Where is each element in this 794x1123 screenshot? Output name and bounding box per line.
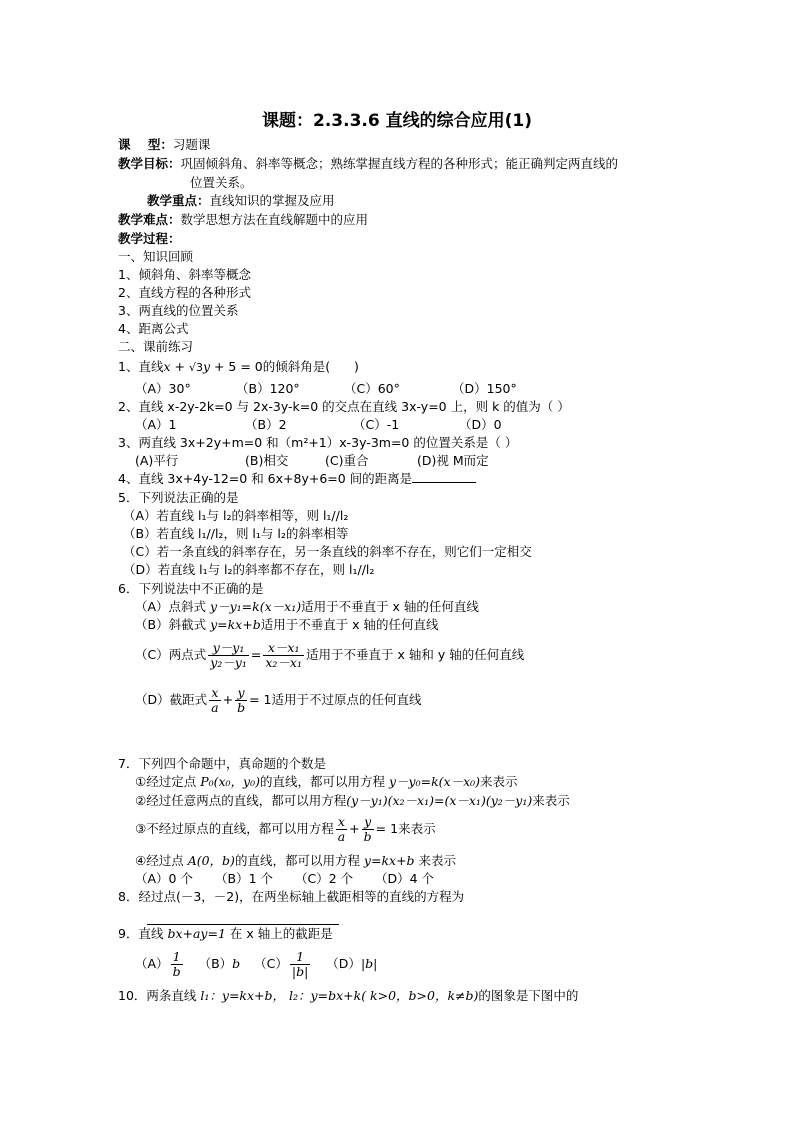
q6-c-fraction-y: [208, 641, 249, 670]
q1-prefix: 1、直线: [118, 359, 164, 374]
q6-c-fraction-x: [263, 641, 304, 670]
question-8: 8．经过点(－3，－2)，在两坐标轴上截距相等的直线的方程为: [118, 889, 465, 904]
q7-option-c: （C）2 个: [295, 871, 354, 886]
q7-option-d: （D）4 个: [375, 871, 435, 886]
q3-options: [135, 452, 489, 470]
teaching-goal-continued: 位置关系。: [190, 175, 253, 190]
q1-suffix: 的倾斜角是( ): [262, 359, 359, 374]
q9-suffix: 在 x 轴上的截距是: [225, 926, 333, 941]
teaching-goal-row: [118, 155, 618, 173]
q7-i4-suffix: 来表示: [414, 853, 457, 868]
q9-option-a-fraction: [171, 950, 183, 979]
q6-b-text: 适用于不垂直于 x 轴的任何直线: [260, 617, 439, 632]
q7-i1-equation: y－y₀=k(x－x₀): [388, 774, 481, 789]
q7-options: [135, 870, 434, 888]
q6-d-numerator-x: x: [209, 686, 220, 701]
q9-c-numerator: 1: [290, 950, 310, 965]
q4-answer-blank[interactable]: [412, 470, 476, 483]
question-9: [118, 925, 333, 943]
teaching-difficulty-label: 教学难点：: [118, 212, 181, 227]
teaching-difficulty-value: 数学思想方法在直线解题中的应用: [180, 212, 369, 227]
q7-item-2: [135, 792, 570, 810]
q5-option-c: （C）若一条直线的斜率存在，另一条直线的斜率不存在，则它们一定相交: [123, 544, 532, 559]
q6-c-denominator-x: x₂－x₁: [265, 655, 302, 670]
q6-c-label: （C）两点式: [135, 647, 207, 662]
q7-i4-point: A(0，b): [187, 853, 235, 868]
q7-item-4: [135, 852, 456, 870]
q7-i4-prefix: ④经过点: [135, 853, 188, 868]
q7-i2-suffix: 来表示: [532, 793, 570, 808]
lesson-type-row: [118, 136, 210, 154]
question-1: [118, 358, 359, 376]
q1-option-a: （A）30°: [135, 381, 191, 396]
q7-i3-plus: +: [349, 821, 360, 836]
q7-i1-suffix: 来表示: [480, 774, 518, 789]
practice-heading: 二、课前练习: [118, 339, 194, 354]
q4-text: 4、直线 3x+4y-12=0 和 6x+8y+6=0 间的距离是: [118, 471, 413, 486]
q1-option-d: （D）150°: [452, 381, 517, 396]
q9-options: [135, 945, 377, 983]
q7-i3-numerator-y: y: [362, 815, 374, 830]
q5-option-a: （A）若直线 l₁与 l₂的斜率相等，则 l₁//l₂: [123, 508, 349, 523]
question-3: 3、两直线 3x+2y+m=0 和（m²+1）x-3y-3m=0 的位置关系是（ ）: [118, 435, 518, 450]
q7-i2-prefix: ②经过任意两点的直线，都可以用方程: [135, 793, 347, 808]
q2-option-b: （B）2: [245, 417, 287, 432]
teaching-process-label: [118, 230, 181, 248]
q6-a-equation: y－y₁=k(x－x₁): [210, 599, 302, 614]
q3-option-a: (A)平行: [135, 453, 179, 468]
review-heading: 一、知识回顾: [118, 249, 194, 264]
q2-options: [135, 416, 502, 434]
teaching-difficulty-row: [118, 211, 368, 229]
q2-option-d: （D）0: [459, 417, 502, 432]
q6-d-label: （D）截距式: [135, 692, 208, 707]
q9-equation: bx+ay=1: [167, 926, 226, 941]
q7-i1-middle: 的直线，都可以用方程: [260, 774, 389, 789]
q6-d-denominator-b: b: [237, 700, 246, 715]
q5-option-d: （D）若直线 l₁与 l₂的斜率都不存在，则 l₁//l₂: [123, 562, 375, 577]
q1-option-c: （C）60°: [344, 381, 400, 396]
page-title: 课题：2.3.3.6 直线的综合应用(1): [262, 111, 532, 131]
q9-a-numerator: 1: [171, 950, 183, 965]
q9-option-a-label: （A）: [135, 956, 169, 971]
q9-option-b-label: （B）: [198, 956, 233, 971]
q1-options: [135, 380, 517, 398]
q3-option-c: (C)重合: [325, 453, 369, 468]
q1-eq-x: x: [163, 359, 171, 374]
q6-d-fraction-x: [209, 686, 220, 715]
q7-i4-middle: 的直线，都可以用方程: [234, 853, 364, 868]
q7-i1-point: P₀(x₀，y₀): [200, 774, 260, 789]
q7-item-3: [135, 810, 436, 848]
q7-item-1: [135, 773, 518, 791]
q6-option-a: [135, 598, 479, 616]
q6-c-equals: =: [250, 647, 262, 662]
q6-c-numerator-y: y－y₁: [208, 641, 249, 656]
q2-option-c: （C）-1: [353, 417, 400, 432]
question-7: 7．下列四个命题中，真命题的个数是: [118, 756, 326, 771]
q6-c-text: 适用于不垂直于 x 轴和 y 轴的任何直线: [306, 647, 525, 662]
question-2: 2、直线 x-2y-2k=0 与 2x-3y-k=0 的交点在直线 3x-y=0 上，则 k 的值为（ ）: [118, 399, 570, 414]
q7-i3-fraction-x: [336, 815, 347, 844]
q9-option-c-label: （C）: [254, 956, 288, 971]
teaching-process-text: 教学过程：: [118, 231, 181, 246]
teaching-goal-label: 教学目标：: [118, 156, 181, 171]
q2-option-a: （A）1: [135, 417, 177, 432]
q7-i3-denominator-b: b: [363, 829, 372, 844]
q6-d-equals-one: = 1: [249, 692, 272, 707]
teaching-key-row: [147, 192, 335, 210]
q6-a-text: 适用于不垂直于 x 轴的任何直线: [301, 599, 479, 614]
q3-option-b: (B)相交: [245, 453, 289, 468]
q7-i3-prefix: ③不经过原点的直线，都可以用方程: [135, 821, 334, 836]
q6-b-label: （B）斜截式: [135, 617, 211, 632]
q5-option-b: （B）若直线 l₁//l₂，则 l₁与 l₂的斜率相等: [123, 526, 349, 541]
q7-i3-numerator-x: x: [336, 815, 347, 830]
q7-i4-equation: y=kx+b: [363, 853, 415, 868]
q6-c-numerator-x: x－x₁: [263, 641, 304, 656]
q9-option-d-label: （D）: [326, 956, 361, 971]
q3-option-d: (D)视 M而定: [417, 453, 489, 468]
q7-i3-suffix: 来表示: [398, 821, 436, 836]
q9-option-c-fraction: [290, 950, 310, 979]
review-item-3: 3、两直线的位置关系: [118, 303, 239, 318]
q1-option-b: （B）120°: [236, 381, 300, 396]
q6-c-denominator-y: y₂－y₁: [210, 655, 247, 670]
review-item-1: 1、倾斜角、斜率等概念: [118, 267, 251, 282]
q7-i2-equation: (y－y₁)(x₂－x₁)=(x－x₁)(y₂－y₁): [346, 793, 533, 808]
q6-d-fraction-y: [235, 686, 247, 715]
lesson-type-value: 习题课: [172, 137, 211, 152]
q10-line-2: l₂：y=bx+k: [289, 988, 362, 1003]
q7-i3-fraction-y: [362, 815, 374, 844]
teaching-key-label: 教学重点：: [147, 193, 210, 208]
q1-sqrt3: √3: [188, 361, 203, 374]
q6-option-c: [135, 636, 524, 674]
q10-condition: ( k>0，b>0，k≠b): [361, 988, 479, 1003]
question-5: 5．下列说法正确的是: [118, 490, 239, 505]
review-item-4: 4、距离公式: [118, 321, 189, 336]
q9-option-d-value: |b|: [360, 956, 378, 971]
q7-i1-prefix: ①经过定点: [135, 774, 201, 789]
q10-line-1: l₁：y=kx+b，: [200, 988, 286, 1003]
q6-d-text: 适用于不过原点的任何直线: [271, 692, 422, 707]
question-6: 6．下列说法中不正确的是: [118, 581, 264, 596]
q6-a-label: （A）点斜式: [135, 599, 211, 614]
q10-prefix: 10．两条直线: [118, 988, 201, 1003]
q6-option-d: [135, 681, 422, 719]
q1-eq-plus: +: [170, 359, 189, 374]
q7-i3-denominator-a: a: [337, 829, 346, 844]
q7-i3-equals-one: = 1: [375, 821, 399, 836]
question-4: [118, 470, 476, 488]
q1-eq-rest: + 5 = 0: [210, 359, 263, 374]
q7-option-a: （A）0 个: [135, 871, 193, 886]
q9-option-b-value: b: [232, 956, 241, 971]
q9-a-denominator: b: [172, 964, 181, 979]
q9-c-denominator: |b|: [291, 964, 309, 979]
q10-suffix: 的图象是下图中的: [478, 988, 579, 1003]
lesson-type-label: 课 型：: [118, 137, 173, 152]
q7-option-b: （B）1 个: [215, 871, 274, 886]
q6-d-plus: +: [222, 692, 234, 707]
q6-b-equation: y=kx+b: [210, 617, 261, 632]
review-item-2: 2、直线方程的各种形式: [118, 285, 251, 300]
q6-d-denominator-a: a: [211, 700, 219, 715]
q6-d-numerator-y: y: [235, 686, 247, 701]
teaching-goal-value: 巩固倾斜角、斜率等概念；熟练掌握直线方程的各种形式；能正确判定两直线的: [180, 156, 619, 171]
question-10: [118, 987, 578, 1005]
q6-option-b: [135, 616, 439, 634]
q9-prefix: 9．直线: [118, 926, 168, 941]
teaching-key-value: 直线知识的掌握及应用: [209, 193, 335, 208]
q1-eq-y: y: [202, 359, 211, 374]
